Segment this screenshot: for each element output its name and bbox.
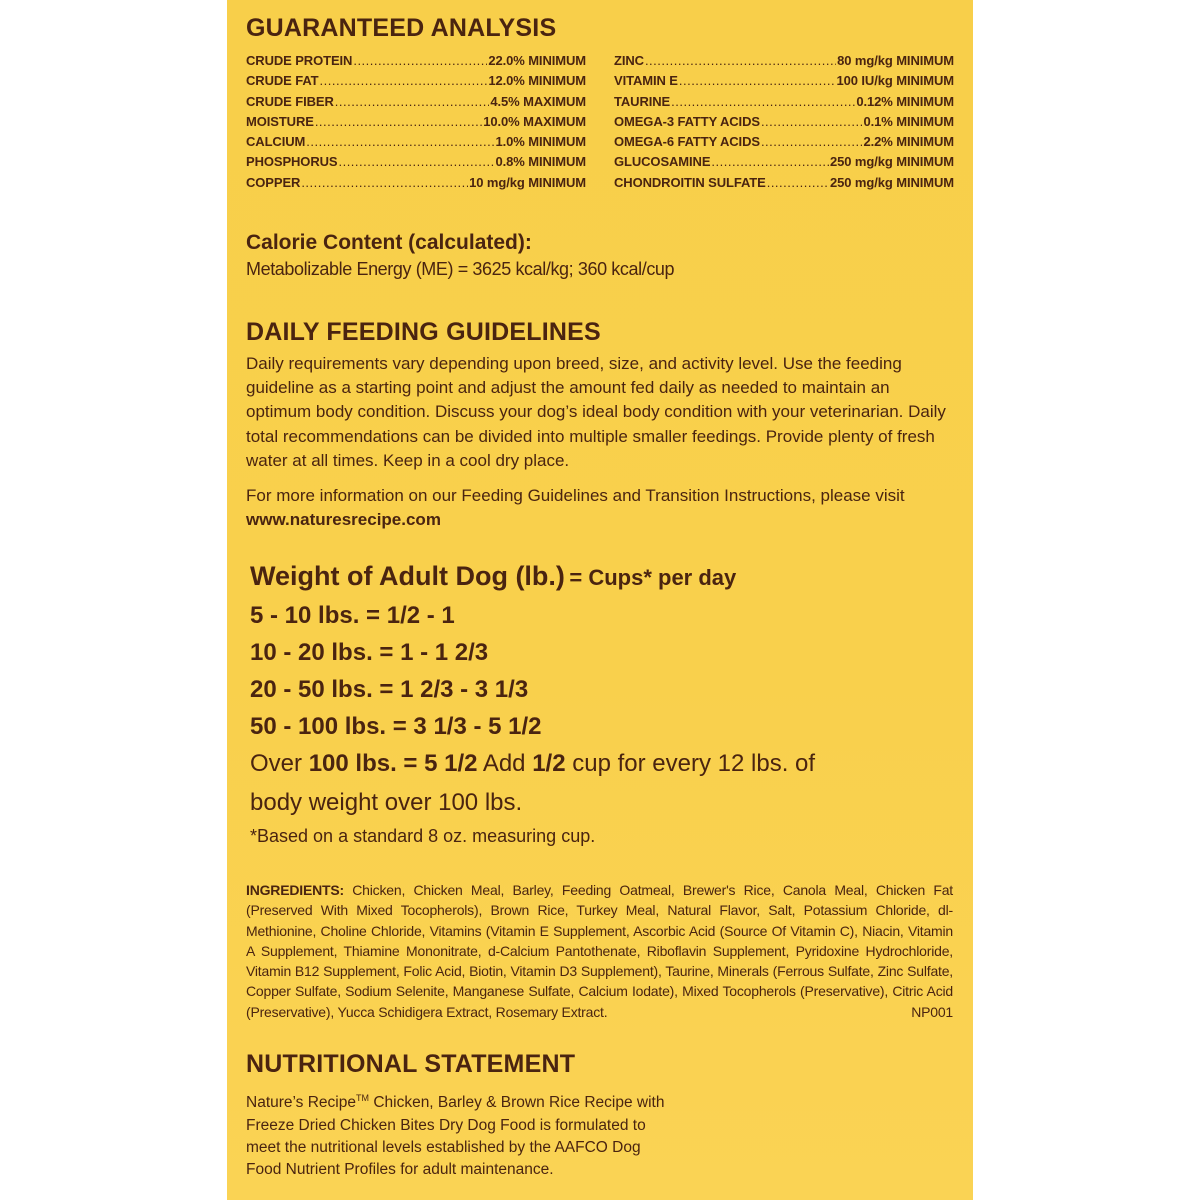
dot-leader <box>301 175 468 190</box>
feeding-table-row: 10 - 20 lbs. = 1 - 1 2/3 <box>250 639 489 666</box>
feeding-table-row: 5 - 10 lbs. = 1/2 - 1 <box>250 602 455 629</box>
dot-leader <box>767 175 829 190</box>
nutrient-value: 10.0% MAXIMUM <box>483 113 586 129</box>
nutrient-name: COPPER <box>246 174 301 190</box>
label-panel <box>227 0 973 1200</box>
ingredients-block <box>246 880 953 1022</box>
analysis-row <box>246 175 586 195</box>
nutrient-value: 0.1% MINIMUM <box>863 113 954 129</box>
nutrient-name: CHONDROITIN SULFATE <box>614 174 766 190</box>
nutrient-value: 4.5% MAXIMUM <box>490 93 586 109</box>
feeding-table-row: 50 - 100 lbs. = 3 1/3 - 5 1/2 <box>250 713 542 740</box>
dot-leader <box>338 154 494 169</box>
ingredients-label: INGREDIENTS: <box>246 882 344 898</box>
nutrient-value: 250 mg/kg MINIMUM <box>830 174 954 190</box>
analysis-row <box>614 53 954 73</box>
measuring-cup-footnote: *Based on a standard 8 oz. measuring cup. <box>250 826 596 846</box>
nutrient-value: 0.12% MINIMUM <box>856 93 954 109</box>
dot-leader <box>306 134 494 149</box>
analysis-row <box>246 73 586 93</box>
dot-leader <box>645 53 836 68</box>
nutrient-value: 22.0% MINIMUM <box>488 53 586 68</box>
nutrient-name: OMEGA-6 FATTY ACIDS <box>614 134 760 150</box>
daily-feeding-guidelines-title: DAILY FEEDING GUIDELINES <box>246 318 601 346</box>
more-info-paragraph <box>246 484 956 532</box>
analysis-row <box>246 114 586 134</box>
nutrient-name: TAURINE <box>614 93 671 109</box>
nutrient-value: 12.0% MINIMUM <box>488 73 586 89</box>
guaranteed-analysis-title: GUARANTEED ANALYSIS <box>246 14 557 42</box>
nutrient-name: PHOSPHORUS <box>246 154 338 170</box>
dot-leader <box>320 73 488 88</box>
feeding-table-heading <box>250 561 736 592</box>
guaranteed-analysis-left-column <box>246 53 586 195</box>
nutrient-value: 80 mg/kg MINIMUM <box>837 53 954 68</box>
calorie-content-heading: Calorie Content (calculated): <box>246 231 532 254</box>
feeding-guidelines-paragraph: Daily requirements vary depending upon breed, size, and activity level. Use the feeding guideline as a starting point and adjust the amount fed daily as needed to maintain an optimum body condition. Discuss your dog’s ideal body condition with your veterinarian. Daily total recommendations can be divided into multiple smaller feedings. Provide plenty of fresh water at all times. Keep in a cool dry place. <box>246 354 946 470</box>
nutrient-name: CRUDE PROTEIN <box>246 53 353 68</box>
feeding-table-row: 20 - 50 lbs. = 1 2/3 - 3 1/3 <box>250 676 529 703</box>
guaranteed-analysis-right-column <box>614 53 954 195</box>
ingredients-text: Chicken, Chicken Meal, Barley, Feeding Oatmeal, Brewer's Rice, Canola Meal, Chicken Fat (Preserved With Mixed Tocopherols), Brown Rice, Turkey Meal, Natural Flavor, Salt, Potassium Chloride, dl-Methionine, Choline Chloride, Vitamins (Vitamin E Supplement, Ascorbic Acid (Source Of Vitamin C), Niacin, Vitamin A Supplement, Thiamine Mononitrate, d-Calcium Pantothenate, Riboflavin Supplement, Pyridoxine Hydrochloride, Vitamin B12 Supplement, Folic Acid, Biotin, Vitamin D3 Supplement), Taurine, Minerals (Ferrous Sulfate, Zinc Sulfate, Copper Sulfate, Sodium Selenite, Manganese Sulfate, Calcium Iodate), Mixed Tocopherols (Preservative), Citric Acid (Preservative), Yucca Schidigera Extract, Rosemary Extract. <box>246 882 953 1020</box>
over-suffix: cup for every 12 lbs. of <box>572 750 816 777</box>
dot-leader <box>761 134 863 149</box>
analysis-row <box>246 53 586 73</box>
dot-leader <box>353 53 487 68</box>
more-info-text: For more information on our Feeding Guidelines and Transition Instructions, please visit <box>246 486 905 505</box>
weight-heading: Weight of Adult Dog (lb.) <box>250 561 565 591</box>
over-add: Add <box>482 750 526 777</box>
analysis-row <box>614 114 954 134</box>
website-link[interactable]: www.naturesrecipe.com <box>246 510 441 530</box>
nutrient-name: ZINC <box>614 53 644 68</box>
nutrient-name: OMEGA-3 FATTY ACIDS <box>614 113 760 129</box>
nutrient-name: GLUCOSAMINE <box>614 154 711 170</box>
dot-leader <box>711 154 829 169</box>
metabolizable-energy-text: Metabolizable Energy (ME) = 3625 kcal/kg; 360 kcal/cup <box>246 259 675 279</box>
nutritional-statement-title: NUTRITIONAL STATEMENT <box>246 1050 576 1078</box>
analysis-row <box>614 73 954 93</box>
trademark-symbol: TM <box>356 1093 369 1103</box>
nutrient-value: 2.2% MINIMUM <box>863 134 954 150</box>
product-code: NP001 <box>911 1003 953 1020</box>
analysis-row <box>614 94 954 114</box>
nutritional-statement-text <box>246 1087 676 1182</box>
dot-leader <box>315 114 482 129</box>
nutrient-name: MOISTURE <box>246 113 314 129</box>
nutrient-name: VITAMIN E <box>614 73 678 89</box>
nutrient-name: CALCIUM <box>246 134 306 150</box>
cups-heading: = Cups* per day <box>569 565 737 590</box>
analysis-row <box>246 134 586 154</box>
analysis-row <box>614 134 954 154</box>
nutrient-value: 0.8% MINIMUM <box>495 154 586 170</box>
dot-leader <box>671 94 855 109</box>
nutrient-name: CRUDE FIBER <box>246 93 334 109</box>
dot-leader <box>761 114 863 129</box>
nutrient-value: 100 IU/kg MINIMUM <box>836 73 954 89</box>
statement-body: Chicken, Barley & Brown Rice Recipe with Freeze Dried Chicken Bites Dry Dog Food is formulated to meet the nutritional levels established by the AAFCO Dog Food Nutrient Profiles for adult maintenance. <box>246 1094 665 1179</box>
nutrient-name: CRUDE FAT <box>246 73 319 89</box>
over-amount: 100 lbs. = 5 1/2 <box>308 750 478 777</box>
analysis-row <box>614 175 954 195</box>
dot-leader <box>679 73 836 88</box>
over-half: 1/2 <box>532 750 566 777</box>
nutrient-value: 250 mg/kg MINIMUM <box>830 154 954 170</box>
brand-name: Nature’s Recipe <box>246 1094 356 1112</box>
dot-leader <box>335 94 490 109</box>
over-100-row-continued: body weight over 100 lbs. <box>250 789 523 816</box>
nutrient-value: 10 mg/kg MINIMUM <box>469 174 586 190</box>
analysis-row <box>614 154 954 174</box>
analysis-row <box>246 94 586 114</box>
nutrient-value: 1.0% MINIMUM <box>495 134 586 150</box>
over-100-row <box>250 750 815 778</box>
over-prefix: Over <box>250 750 303 777</box>
analysis-row <box>246 154 586 174</box>
